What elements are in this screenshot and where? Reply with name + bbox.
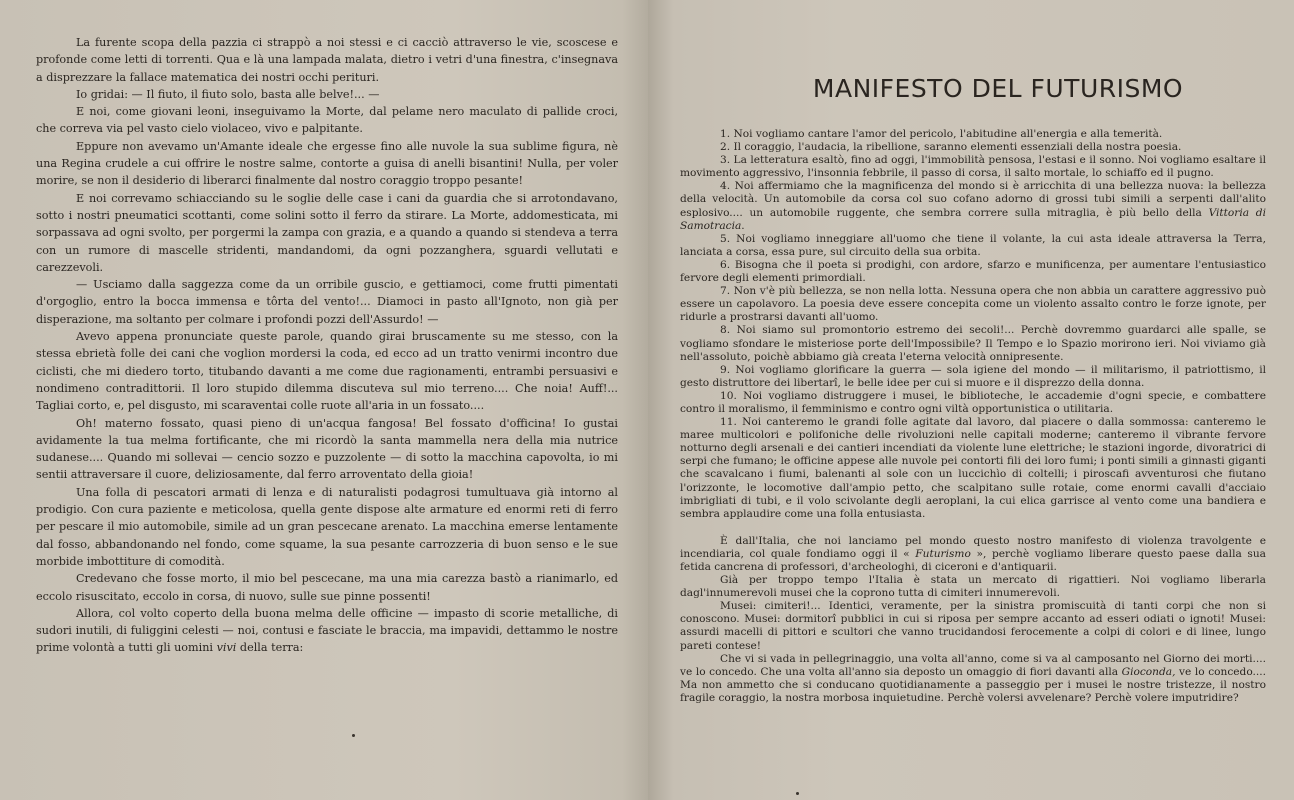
manifesto-text <box>680 128 1266 705</box>
manifesto-item: 1. Noi vogliamo cantare l'amor del pericolo, l'abitudine all'energia e alla temerità. <box>720 128 1163 140</box>
paragraph-final <box>36 605 618 657</box>
paragraph: Una folla di pescatori armati di lenza e di naturalisti podagrosi tumultuava già intorno al prodigio. Con cura paziente e meticolosa, quella gente dispose alte armature ed enormi reti di ferro per pescare il mio automobile, simile ad un gran pescecane arenato. La macchina emerse lentamente dal fosso, abbandonando nel fondo, come squame, la sua pesante carrozzeria di buon senso e le sue morbide imbottiture di comodità. <box>36 485 618 568</box>
section-gap <box>680 521 1266 535</box>
closing-text: », perchè vogliamo liberare questo paese dalla sua fetida cancrena di professori, d'archeologhi, di ciceroni e d'antiquarii. <box>680 547 1266 573</box>
manifesto-item: 2. Il coraggio, l'audacia, la ribellione, saranno elementi essenziali della nostra poesia. <box>720 141 1182 154</box>
manifesto-item: 11. Noi canteremo le grandi folle agitate dal lavoro, dal piacere o dalla sommossa: canteremo le maree multicolori e polifoniche delle rivoluzioni nelle capitali moderne; canteremo il vibrante fervore notturno degli arsenali e dei cantieri incendiati da violente lune elettriche; le stazioni ingorde, divoratrici di serpi che fumano; le officine appese alle nuvole pei contorti fili dei loro fumi; i ponti simili a ginnasti giganti che scavalcano i fiumi, balenanti al sole con un luccichìo di coltelli; i piroscafi avventurosi che fiutano l'orizzonte, le locomotive dall'ampio petto, che scalpitano sulle rotaie, come enormi cavalli d'acciaio imbrigliati di tubi, e il volo scivolante degli aeroplani, la cui elica garrisce al vento come una bandiera e sembra applaudire come una folla entusiasta. <box>680 416 1266 520</box>
manifesto-title: MANIFESTO DEL FUTURISMO <box>812 74 1184 103</box>
paragraph: E noi, come giovani leoni, inseguivamo la Morte, dal pelame nero maculato di pallide croci, che correva via pel vasto cielo violaceo, vivo e palpitante. <box>36 105 618 136</box>
manifesto-item: 3. La letteratura esaltò, fino ad oggi, l'immobilità pensosa, l'estasi e il sonno. Noi vogliamo esaltare il movimento aggressivo, l'insonnia febbrile, il passo di corsa, il salto mortale, lo schiaffo ed il pugno. <box>680 154 1266 180</box>
right-page <box>648 0 1294 800</box>
paragraph: Eppure non avevamo un'Amante ideale che ergesse fino alle nuvole la sua sublime figura, nè una Regina crudele a cui offrire le nostre salme, contorte a guisa di anelli bisantini! Nulla, per voler morire, se non il desiderio di liberarci finalmente dal nostro coraggio troppo pesante! <box>36 139 618 188</box>
paragraph-text: della terra: <box>236 641 304 655</box>
closing-paragraph: Musei: cimiteri!... Identici, veramente, per la sinistra promiscuità di tanti corpi che non si conoscono. Musei: dormitorî pubblici in cui si riposa per sempre accanto ad esseri odiati o ignoti! Musei: assurdi macelli di pittori e scultori che vanno trucidandosi ferocemente a colpi di colori e di linee, lungo pareti contese! <box>680 600 1266 652</box>
manifesto-item: 9. Noi vogliamo glorificare la guerra — sola igiene del mondo — il militarismo, il patriottismo, il gesto distruttore dei libertarî, le belle idee per cui si muore e il disprezzo della donna. <box>680 363 1266 389</box>
manifesto-item: 5. Noi vogliamo inneggiare all'uomo che tiene il volante, la cui asta ideale attraversa la Terra, lanciata a corsa, essa pure, sul circuito della sua orbita. <box>680 232 1266 258</box>
closing-paragraph: Già per troppo tempo l'Italia è stata un mercato di rigattieri. Noi vogliamo liberarla dagl'innumerevoli musei che la coprono tutta di cimiteri innumerevoli. <box>680 574 1266 600</box>
print-speck <box>796 792 799 795</box>
manifesto-item: 10. Noi vogliamo distruggere i musei, le biblioteche, le accademie d'ogni specie, e combattere contro il moralismo, il femminismo e contro ogni viltà opportunistica o utilitaria. <box>680 389 1266 415</box>
closing-paragraph <box>680 653 1266 705</box>
italic-word: Futurismo <box>915 547 971 560</box>
italic-phrase: Vittoria di Samotracia <box>680 206 1266 232</box>
manifesto-item: 7. Non v'è più bellezza, se non nella lotta. Nessuna opera che non abbia un carattere aggressivo può essere un capolavoro. La poesia deve essere concepita come un violento assalto contro le forze ignote, per ridurle a prostrarsi davanti all'uomo. <box>680 285 1266 324</box>
closing-text: È dall'Italia, che noi lanciamo pel mondo questo nostro manifesto di violenza travolgente e incendiaria, col quale fondiamo oggi il « <box>680 534 1266 560</box>
item-text: 4. Noi affermiamo che la magnificenza del mondo si è arricchita di una bellezza nuova: la bellezza della velocità. Un automobile da corsa col suo cofano adorno di grossi tubi simili a serpenti dall'alito esplosivo.... un automobile ruggente, che sembra correre sulla mitraglia, è più bello della <box>680 180 1266 219</box>
paragraph: Avevo appena pronunciate queste parole, quando girai bruscamente su me stesso, con la stessa ebrietà folle dei cani che voglion mordersi la coda, ed ecco ad un tratto venirmi incontro due ciclisti, che mi diedero torto, titubando davanti a me come due ragionamenti, entrambi persuasivi e nondimeno contradittorii. Il loro stupido dilemma discuteva sul mio terreno.... Che noia! Auff!... Tagliai corto, e, pel disgusto, mi scaraventai colle ruote all'aria in un fossato.... <box>36 330 618 413</box>
italic-word: Gioconda, <box>1121 665 1176 678</box>
print-speck <box>352 734 355 737</box>
italic-word: vivi <box>216 641 237 655</box>
left-page-text <box>36 34 618 657</box>
manifesto-item <box>680 180 1266 232</box>
paragraph: La furente scopa della pazzia ci strappò a noi stessi e ci cacciò attraverso le vie, scoscese e profonde come letti di torrenti. Qua e là una lampada malata, dietro i vetri d'una finestra, c'insegnava a disprezzare la fallace matematica dei nostri occhi perituri. <box>36 36 618 84</box>
manifesto-item: 6. Bisogna che il poeta si prodighi, con ardore, sfarzo e munificenza, per aumentare l'entusiastico fervore degli elementi primordiali. <box>680 258 1266 285</box>
item-text: . <box>741 219 745 232</box>
paragraph-text: Allora, col volto coperto della buona melma delle officine — impasto di scorie metalliche, di sudori inutili, di fuliggini celesti — noi, contusi e fasciate le braccia, ma impavidi, dettammo le nostre prime volontà a tutti gli uomini <box>36 606 618 655</box>
closing-text: Che vi si vada in pellegrinaggio, una volta all'anno, come si va al camposanto nel Giorno dei morti.... ve lo concedo. Che una volta all'anno sia deposto un omaggio di fiori davanti alla <box>680 652 1266 678</box>
closing-paragraph <box>680 535 1266 574</box>
paragraph: — Usciamo dalla saggezza come da un orribile guscio, e gettiamoci, come frutti pimentati d'orgoglio, entro la bocca immensa e tôrta del vento!... Diamoci in pasto all'Ignoto, non già per disperazione, ma soltanto per colmare i profondi pozzi dell'Assurdo! — <box>36 278 618 326</box>
paragraph: Io gridai: — Il fiuto, il fiuto solo, basta alle belve!... — <box>76 87 380 101</box>
paragraph: Oh! materno fossato, quasi pieno di un'acqua fangosa! Bel fossato d'officina! Io gustai avidamente la tua melma fortificante, che mi ricordò la santa mammella nera della mia nutrice sudanese.... Quando mi sollevai — cencio sozzo e puzzolente — di sotto la macchina capovolta, io mi sentii attraversare il cuore, deliziosamente, dal ferro arroventato della gioia! <box>36 416 618 482</box>
paragraph: E noi correvamo schiacciando su le soglie delle case i cani da guardia che si arrotondavano, sotto i nostri pneumatici scottanti, come solini sotto il ferro da stirare. La Morte, addomesticata, mi sorpassava ad ogni svolto, per porgermi la zampa con grazia, e a quando a quando si stendeva a terra con un rumore di mascelle stridenti, mandandomi, da ogni pozzanghera, sguardi vellutati e carezzevoli. <box>36 191 618 274</box>
closing-text: ve lo concedo.... Ma non ammetto che si conducano quotidianamente a passeggio per i musei le nostre tristezze, il nostro fragile coraggio, la nostra morbosa inquietudine. Perchè volersi avvelenare? Perchè volere imputridire? <box>680 665 1266 704</box>
manifesto-item: 8. Noi siamo sul promontorio estremo dei secoli!... Perchè dovremmo guardarci alle spalle, se vogliamo sfondare le misteriose porte dell'Impossibile? Il Tempo e lo Spazio morirono ieri. Noi viviamo già nell'assoluto, poichè abbiamo già creata l'eterna velocità onnipresente. <box>680 324 1266 363</box>
paragraph: Credevano che fosse morto, il mio bel pescecane, ma una mia carezza bastò a rianimarlo, ed eccolo risuscitato, eccolo in corsa, di nuovo, sulle sue pinne possenti! <box>36 572 618 603</box>
